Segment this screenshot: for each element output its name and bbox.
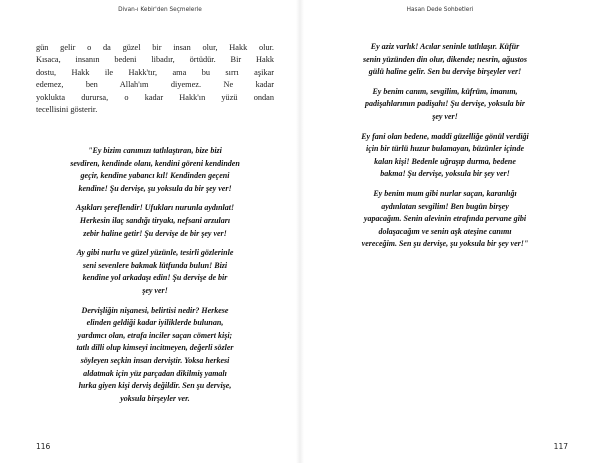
poem-line: bakma! Şu dervişe, yoksula bir şey ver! [380,169,510,179]
poem-line: şey ver! [142,285,168,295]
poem-line: padişahlarımın padişahı! Şu dervişe, yoksula bir [364,99,526,109]
poem-line: Ay gibi nurlu ve güzel yüzünle, tesirli gözlerinle [76,248,234,258]
left-running-head: Divan-ı Kebir'den Seçmelerle [118,7,202,13]
poem-line: aydınlatan sevgilim! Ben bugün birşey [381,201,509,211]
poem-line: Ey aziz varlık! Acılar seninle tatlılaşır. Küfür [370,42,520,51]
poem-line: için bir türlü huzur bulamayan, büzünler içinde [365,144,525,154]
poem-line: yoksula birşeyler ver. [120,393,190,403]
poem-line: vereceğim. Sen şu dervişe, şu yoksula bir şey ver!" [361,239,529,249]
right-page-number: 117 [553,442,568,451]
poem-stanza [314,188,576,251]
poem-line: Ey benim mum gibi nurlar saçan, karanlığı [373,188,517,198]
left-poem [30,145,280,412]
poem-line: Ey benim canım, sevgilim, küfrüm, imanım, [372,86,518,96]
left-prose [36,42,274,116]
poem-stanza [314,41,576,79]
prose-line: yoklukta durursa, o kadar Hakk'ın yüzü ondan [36,92,274,102]
poem-line: yapacağım. Senin alevinin etrafında pervane gibi [363,214,527,224]
poem-line: tatlı dilli olup kimseyi incitmeyen, değerli sözler [76,343,234,353]
poem-line: elinden geldiği kadar iyiliklerde bulunan, [86,318,224,328]
poem-line: Ey fani olan bedene, maddi güzelliğe gönül verdiği [361,131,529,141]
poem-line: kalan kişi! Bedenle uğraşıp durma, bedene [374,156,516,166]
right-running-head: Hasan Dede Sohbetleri [406,7,474,13]
poem-line: hırka giyen kişi derviş değildir. Sen şu dervişe, [78,381,232,391]
prose-line: Kısaca, insanın bedeni libadır, örtüdür. Bir Hakk [36,55,274,65]
poem-stanza [30,247,280,297]
poem-line: Aşıkları şereflendir! Ufukları nurunla aydınlat! [75,203,235,213]
poem-line: zebir haline getir! Şu dervişe de bir şey ver! [83,228,227,238]
poem-line: geçir, kendine yabancı kıl! Kendinden geçeni [80,171,230,181]
poem-line: kendine! Şu dervişe, şu yoksula da bir şey ver! [78,183,232,193]
poem-line: senin yüzünden din olur, dikende; nesrin, ağustos [362,54,528,64]
poem-stanza [30,305,280,406]
poem-line: söyleyen seçkin insan derviştir. Yoksa herkesi [80,355,230,365]
poem-line: dolaşacağım ve senin aşk ateşine canımı [378,226,512,236]
left-page-number: 116 [36,442,51,451]
poem-line: "Ey bizim canımızı tatlılaştıran, bize bizi [88,146,222,155]
right-page [300,0,600,463]
poem-line: seni sevenlere bakmak lütfunda bulun! Bizi [82,260,228,270]
poem-stanza [30,202,280,240]
poem-stanza [314,131,576,181]
prose-line: dostu, Hakk ile Hakk'tır, ama bu sırrı aşikar [36,67,274,77]
poem-stanza [314,86,576,124]
prose-line: gün gelir o da güzel bir insan olur, Hakk olur. [36,43,274,52]
prose-line: tecellisini gösterir. [36,104,98,114]
poem-line: sevdiren, kendinde olanı, kendini göreni kendinden [70,158,240,168]
poem-line: Herkesin ilaç sandığı tiryakı, nefsani arzuları [79,215,231,225]
poem-line: gülü haline gelir. Sen bu dervişe birşeyler ver! [368,67,522,77]
right-poem [314,41,576,258]
poem-line: şey ver! [432,111,458,121]
prose-line: edemez, ben Allah'ım diyemez. Ne kadar [36,80,274,90]
poem-line: kendine yol arkadaşı edin! Şu dervişe de bir [82,273,228,283]
poem-line: yardımcı olan, etrafa inciler saçan cömert kişi; [77,330,233,340]
poem-line: aldatmak için yüz parçadan dikilmiş yamalı [83,368,227,378]
poem-line: Dervişliğin nişanesi, belirtisi nedir? Herkese [81,305,229,315]
poem-stanza [30,145,280,195]
